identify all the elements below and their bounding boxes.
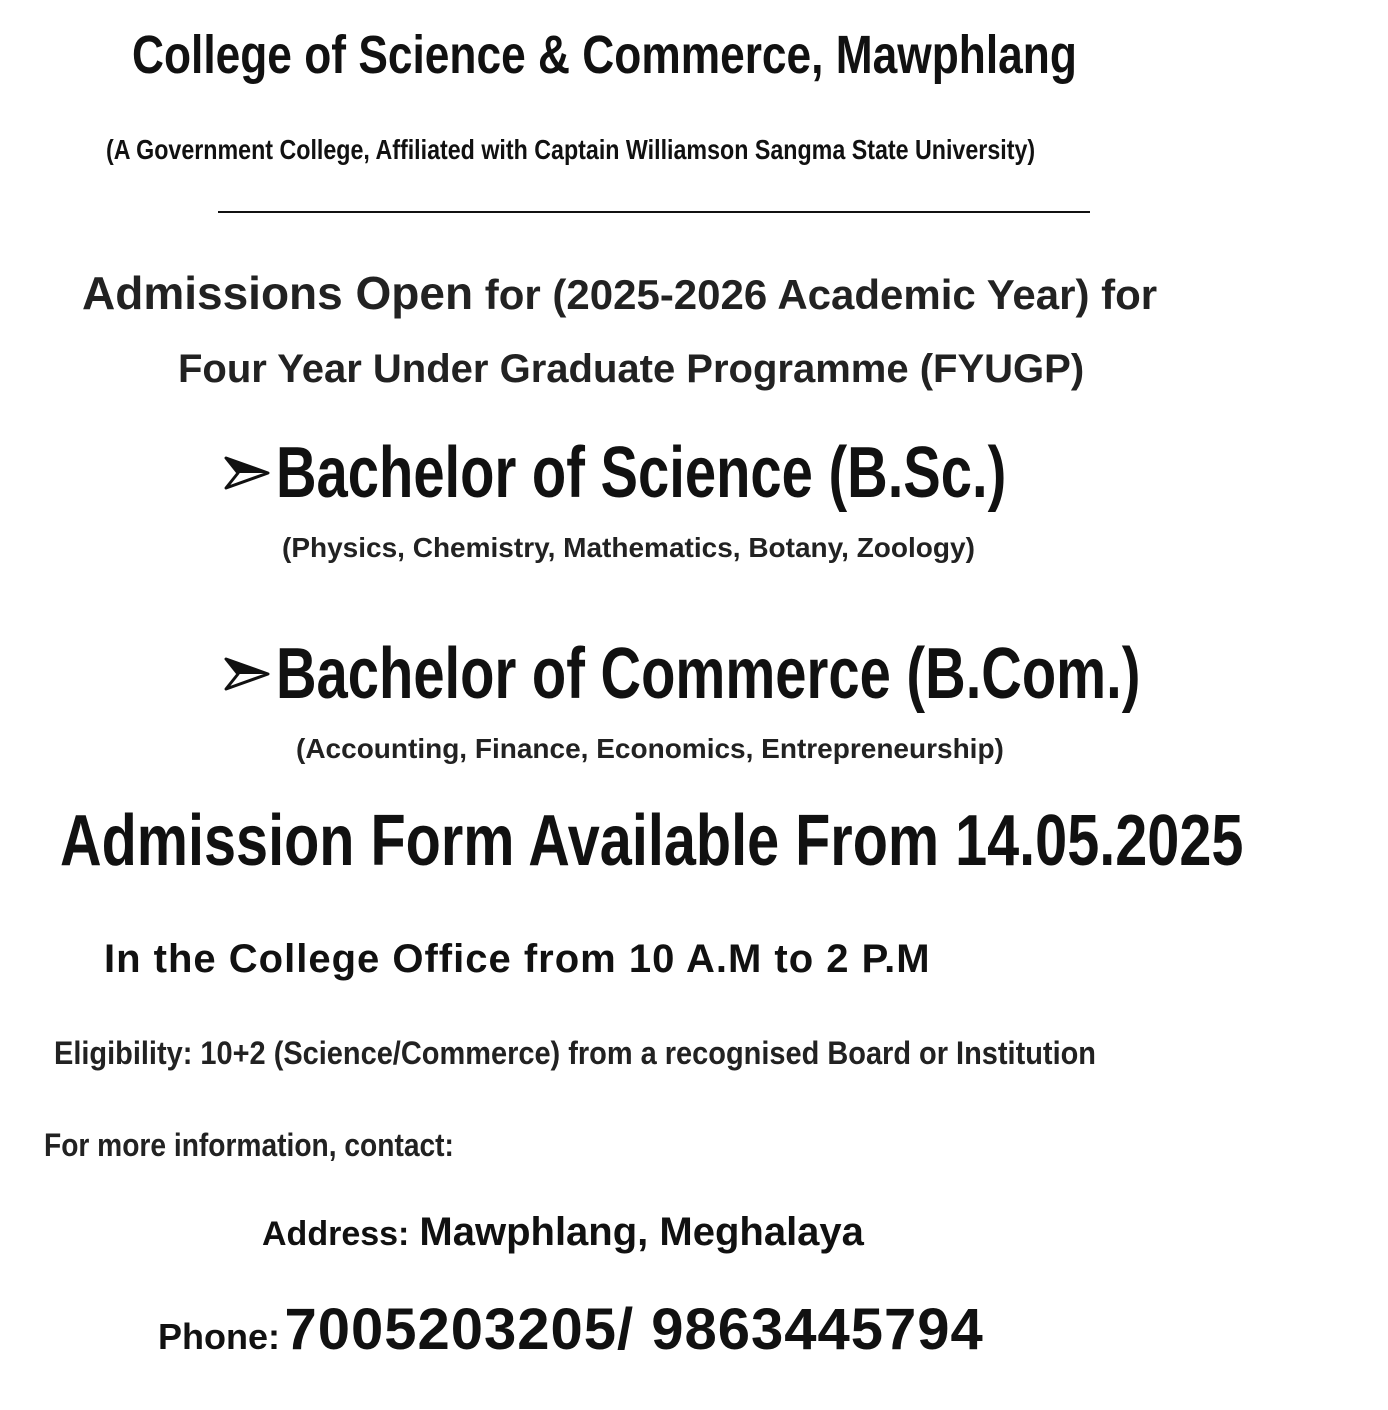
academic-year-text: for (2025-2026 Academic Year) for	[484, 271, 1158, 318]
course-bcom	[224, 633, 1384, 715]
header-divider	[218, 211, 1090, 213]
course-subjects: (Accounting, Finance, Economics, Entrepreneurship)	[296, 733, 1004, 764]
address-line	[262, 1210, 864, 1255]
phone-value: 7005203205/ 9863445794	[284, 1297, 984, 1362]
form-availability-heading: Admission Form Available From 14.05.2025	[60, 801, 1244, 881]
course-bsc	[224, 432, 1212, 514]
address-label: Address:	[262, 1215, 410, 1253]
phone-label: Phone:	[158, 1316, 280, 1357]
address-value: Mawphlang, Meghalaya	[419, 1210, 864, 1254]
college-title: College of Science & Commerce, Mawphlang	[132, 25, 1077, 85]
admissions-open-heading: Admissions Open	[82, 267, 474, 319]
phone-line	[158, 1296, 984, 1363]
programme-name: Four Year Under Graduate Programme (FYUGP)	[178, 347, 1085, 391]
arrow-bullet-icon	[224, 657, 270, 691]
office-hours: In the College Office from 10 A.M to 2 P.M	[104, 937, 931, 981]
course-title: Bachelor of Science (B.Sc.)	[276, 433, 1007, 513]
course-title: Bachelor of Commerce (B.Com.)	[276, 634, 1141, 714]
college-affiliation: (A Government College, Affiliated with Captain Williamson Sangma State University)	[106, 134, 1036, 165]
eligibility-text: Eligibility: 10+2 (Science/Commerce) from a recognised Board or Institution	[54, 1035, 1096, 1071]
course-subjects: (Physics, Chemistry, Mathematics, Botany, Zoology)	[282, 532, 975, 563]
arrow-bullet-icon	[224, 456, 270, 490]
contact-label: For more information, contact:	[44, 1127, 454, 1163]
admissions-open-line	[82, 266, 1157, 320]
